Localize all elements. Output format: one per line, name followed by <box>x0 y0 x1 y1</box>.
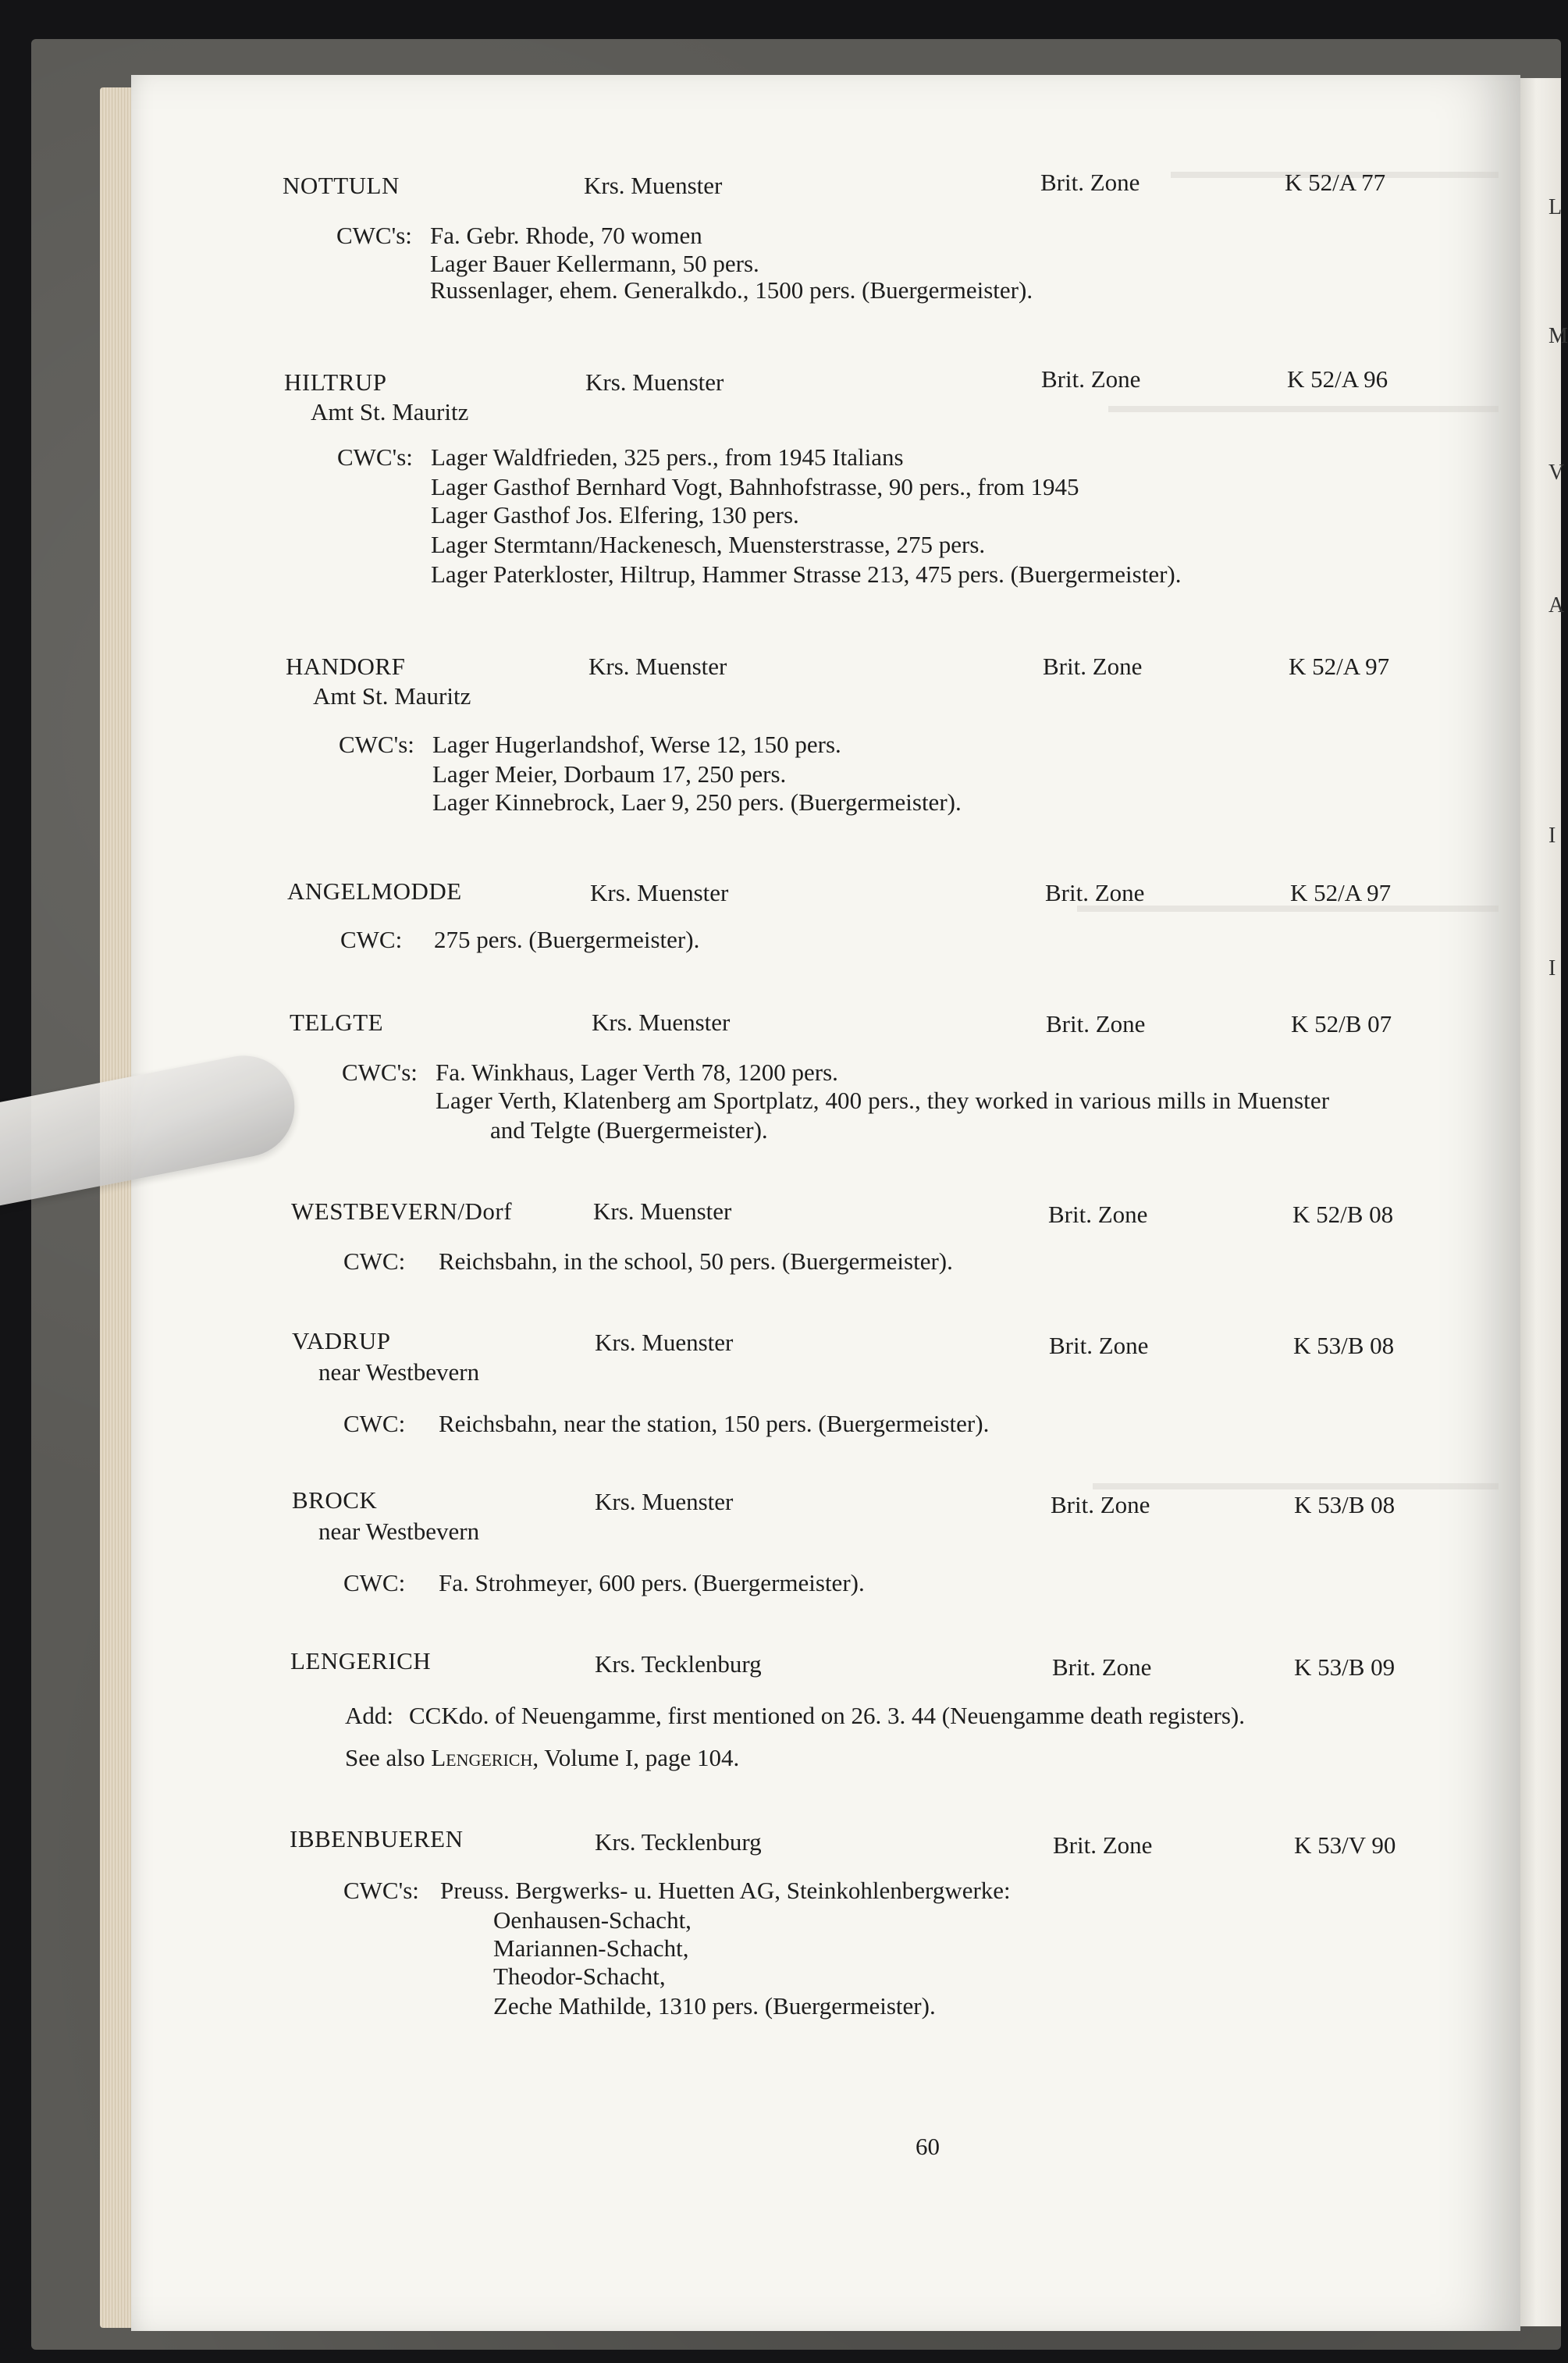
entry-label: CWC: <box>340 926 403 953</box>
entry-district: Krs. Muenster <box>595 1329 734 1356</box>
entry-label: CWC: <box>343 1410 406 1437</box>
bleed-through-line <box>1093 1483 1499 1489</box>
page-number: 60 <box>916 2133 940 2160</box>
entry-place: NOTTULN <box>283 172 400 199</box>
entry-line: Lager Verth, Klatenberg am Sportplatz, 400 pers., they worked in various mills in Muenster <box>436 1087 1330 1114</box>
entry-line: Mariannen-Schacht, <box>493 1934 689 1962</box>
entry-place: VADRUP <box>292 1327 391 1354</box>
entry-line: 275 pers. (Buergermeister). <box>434 926 700 953</box>
entry-zone: Brit. Zone <box>1040 169 1140 196</box>
entry-code: K 53/B 08 <box>1293 1332 1395 1359</box>
entry-line: Lager Hugerlandshof, Werse 12, 150 pers. <box>432 731 841 758</box>
entry-place: WESTBEVERN/Dorf <box>291 1198 513 1225</box>
entry-label: Add: <box>345 1702 393 1729</box>
entry-zone: Brit. Zone <box>1052 1653 1152 1681</box>
entry-line: Reichsbahn, near the station, 150 pers. (Buergermeister). <box>439 1410 990 1437</box>
entry-district: Krs. Tecklenburg <box>595 1828 762 1856</box>
entry-district: Krs. Muenster <box>588 653 727 680</box>
entry-line: Lager Kinnebrock, Laer 9, 250 pers. (Buergermeister). <box>432 788 962 816</box>
entry-line: Lager Gasthof Bernhard Vogt, Bahnhofstrasse, 90 pers., from 1945 <box>431 473 1079 500</box>
entry-place: TELGTE <box>290 1009 384 1036</box>
entry-code: K 53/V 90 <box>1294 1831 1396 1859</box>
entry-district: Krs. Muenster <box>593 1198 732 1225</box>
entry-line: Theodor-Schacht, <box>493 1963 666 1990</box>
entry-line: Lager Bauer Kellermann, 50 pers. <box>430 250 759 277</box>
entry-district: Krs. Tecklenburg <box>595 1650 762 1678</box>
entry-subplace: near Westbevern <box>318 1358 480 1386</box>
margin-letter: M <box>1548 324 1568 348</box>
entry-code: K 53/B 08 <box>1294 1491 1396 1518</box>
entry-subplace: Amt St. Mauritz <box>313 682 471 710</box>
entry-label: CWC's: <box>343 1877 419 1904</box>
facing-page-edge <box>1520 78 1561 2326</box>
entry-place: LENGERICH <box>290 1647 432 1674</box>
entry-code: K 52/A 97 <box>1289 653 1390 680</box>
entry-district: Krs. Muenster <box>590 879 729 906</box>
entry-line: Oenhausen-Schacht, <box>493 1906 692 1934</box>
see-also-suffix: , Volume I, page 104. <box>532 1744 740 1771</box>
entry-line: Lager Gasthof Jos. Elfering, 130 pers. <box>431 501 799 528</box>
entry-district: Krs. Muenster <box>585 368 724 396</box>
see-also-name: Lengerich <box>431 1744 533 1771</box>
entry-code: K 52/A 96 <box>1287 365 1388 393</box>
entry-code: K 52/B 08 <box>1292 1201 1394 1228</box>
entry-district: Krs. Muenster <box>595 1488 734 1515</box>
entry-label: CWC's: <box>339 731 414 758</box>
entry-subplace: Amt St. Mauritz <box>311 398 469 425</box>
entry-line: and Telgte (Buergermeister). <box>490 1116 768 1144</box>
entry-district: Krs. Muenster <box>584 172 723 199</box>
entry-zone: Brit. Zone <box>1046 1010 1146 1037</box>
entry-line: Reichsbahn, in the school, 50 pers. (Buergermeister). <box>439 1247 953 1275</box>
entry-place: IBBENBUEREN <box>290 1825 464 1852</box>
bleed-through-line <box>1108 406 1499 412</box>
entry-line: Lager Paterkloster, Hiltrup, Hammer Strasse 213, 475 pers. (Buergermeister). <box>431 561 1182 588</box>
entry-code: K 53/B 09 <box>1294 1653 1396 1681</box>
entry-label: CWC's: <box>336 222 412 249</box>
entry-subplace: near Westbevern <box>318 1518 480 1545</box>
entry-line: Zeche Mathilde, 1310 pers. (Buergermeister). <box>493 1992 936 2020</box>
entry-place: HANDORF <box>286 653 406 680</box>
entry-zone: Brit. Zone <box>1043 653 1143 680</box>
entry-zone: Brit. Zone <box>1051 1491 1150 1518</box>
entry-line: Fa. Strohmeyer, 600 pers. (Buergermeister). <box>439 1569 865 1596</box>
entry-label: CWC's: <box>342 1059 418 1086</box>
entry-code: K 52/A 97 <box>1290 879 1392 906</box>
entry-zone: Brit. Zone <box>1049 1332 1149 1359</box>
margin-letter: V <box>1548 461 1565 485</box>
margin-letter: I <box>1548 824 1556 848</box>
entry-place: HILTRUP <box>284 368 387 396</box>
entry-place: BROCK <box>292 1486 378 1514</box>
entry-line: CCKdo. of Neuengamme, first mentioned on 26. 3. 44 (Neuengamme death registers). <box>409 1702 1245 1729</box>
entry-line: Fa. Winkhaus, Lager Verth 78, 1200 pers. <box>436 1059 838 1086</box>
entry-line: Lager Meier, Dorbaum 17, 250 pers. <box>432 760 787 788</box>
see-also-prefix: See also <box>345 1744 425 1771</box>
entry-line: Russenlager, ehem. Generalkdo., 1500 pers. (Buergermeister). <box>430 276 1033 304</box>
see-also-line <box>345 1746 739 1770</box>
entry-code: K 52/A 77 <box>1285 169 1386 196</box>
margin-letter: L <box>1548 195 1563 219</box>
entry-label: CWC: <box>343 1569 406 1596</box>
margin-letter: I <box>1548 956 1556 980</box>
bleed-through-line <box>1077 906 1499 912</box>
entry-district: Krs. Muenster <box>592 1009 731 1036</box>
entry-place: ANGELMODDE <box>287 877 462 905</box>
entry-label: CWC's: <box>337 443 413 471</box>
entry-label: CWC: <box>343 1247 406 1275</box>
entry-zone: Brit. Zone <box>1048 1201 1148 1228</box>
entry-line: Preuss. Bergwerks- u. Huetten AG, Steinkohlenbergwerke: <box>440 1877 1011 1904</box>
entry-zone: Brit. Zone <box>1053 1831 1153 1859</box>
entry-line: Fa. Gebr. Rhode, 70 women <box>430 222 702 249</box>
margin-letter: A <box>1548 593 1565 617</box>
entry-zone: Brit. Zone <box>1045 879 1145 906</box>
entry-line: Lager Stermtann/Hackenesch, Muensterstrasse, 275 pers. <box>431 531 986 558</box>
entry-line: Lager Waldfrieden, 325 pers., from 1945 Italians <box>431 443 904 471</box>
entry-zone: Brit. Zone <box>1041 365 1141 393</box>
entry-code: K 52/B 07 <box>1291 1010 1392 1037</box>
